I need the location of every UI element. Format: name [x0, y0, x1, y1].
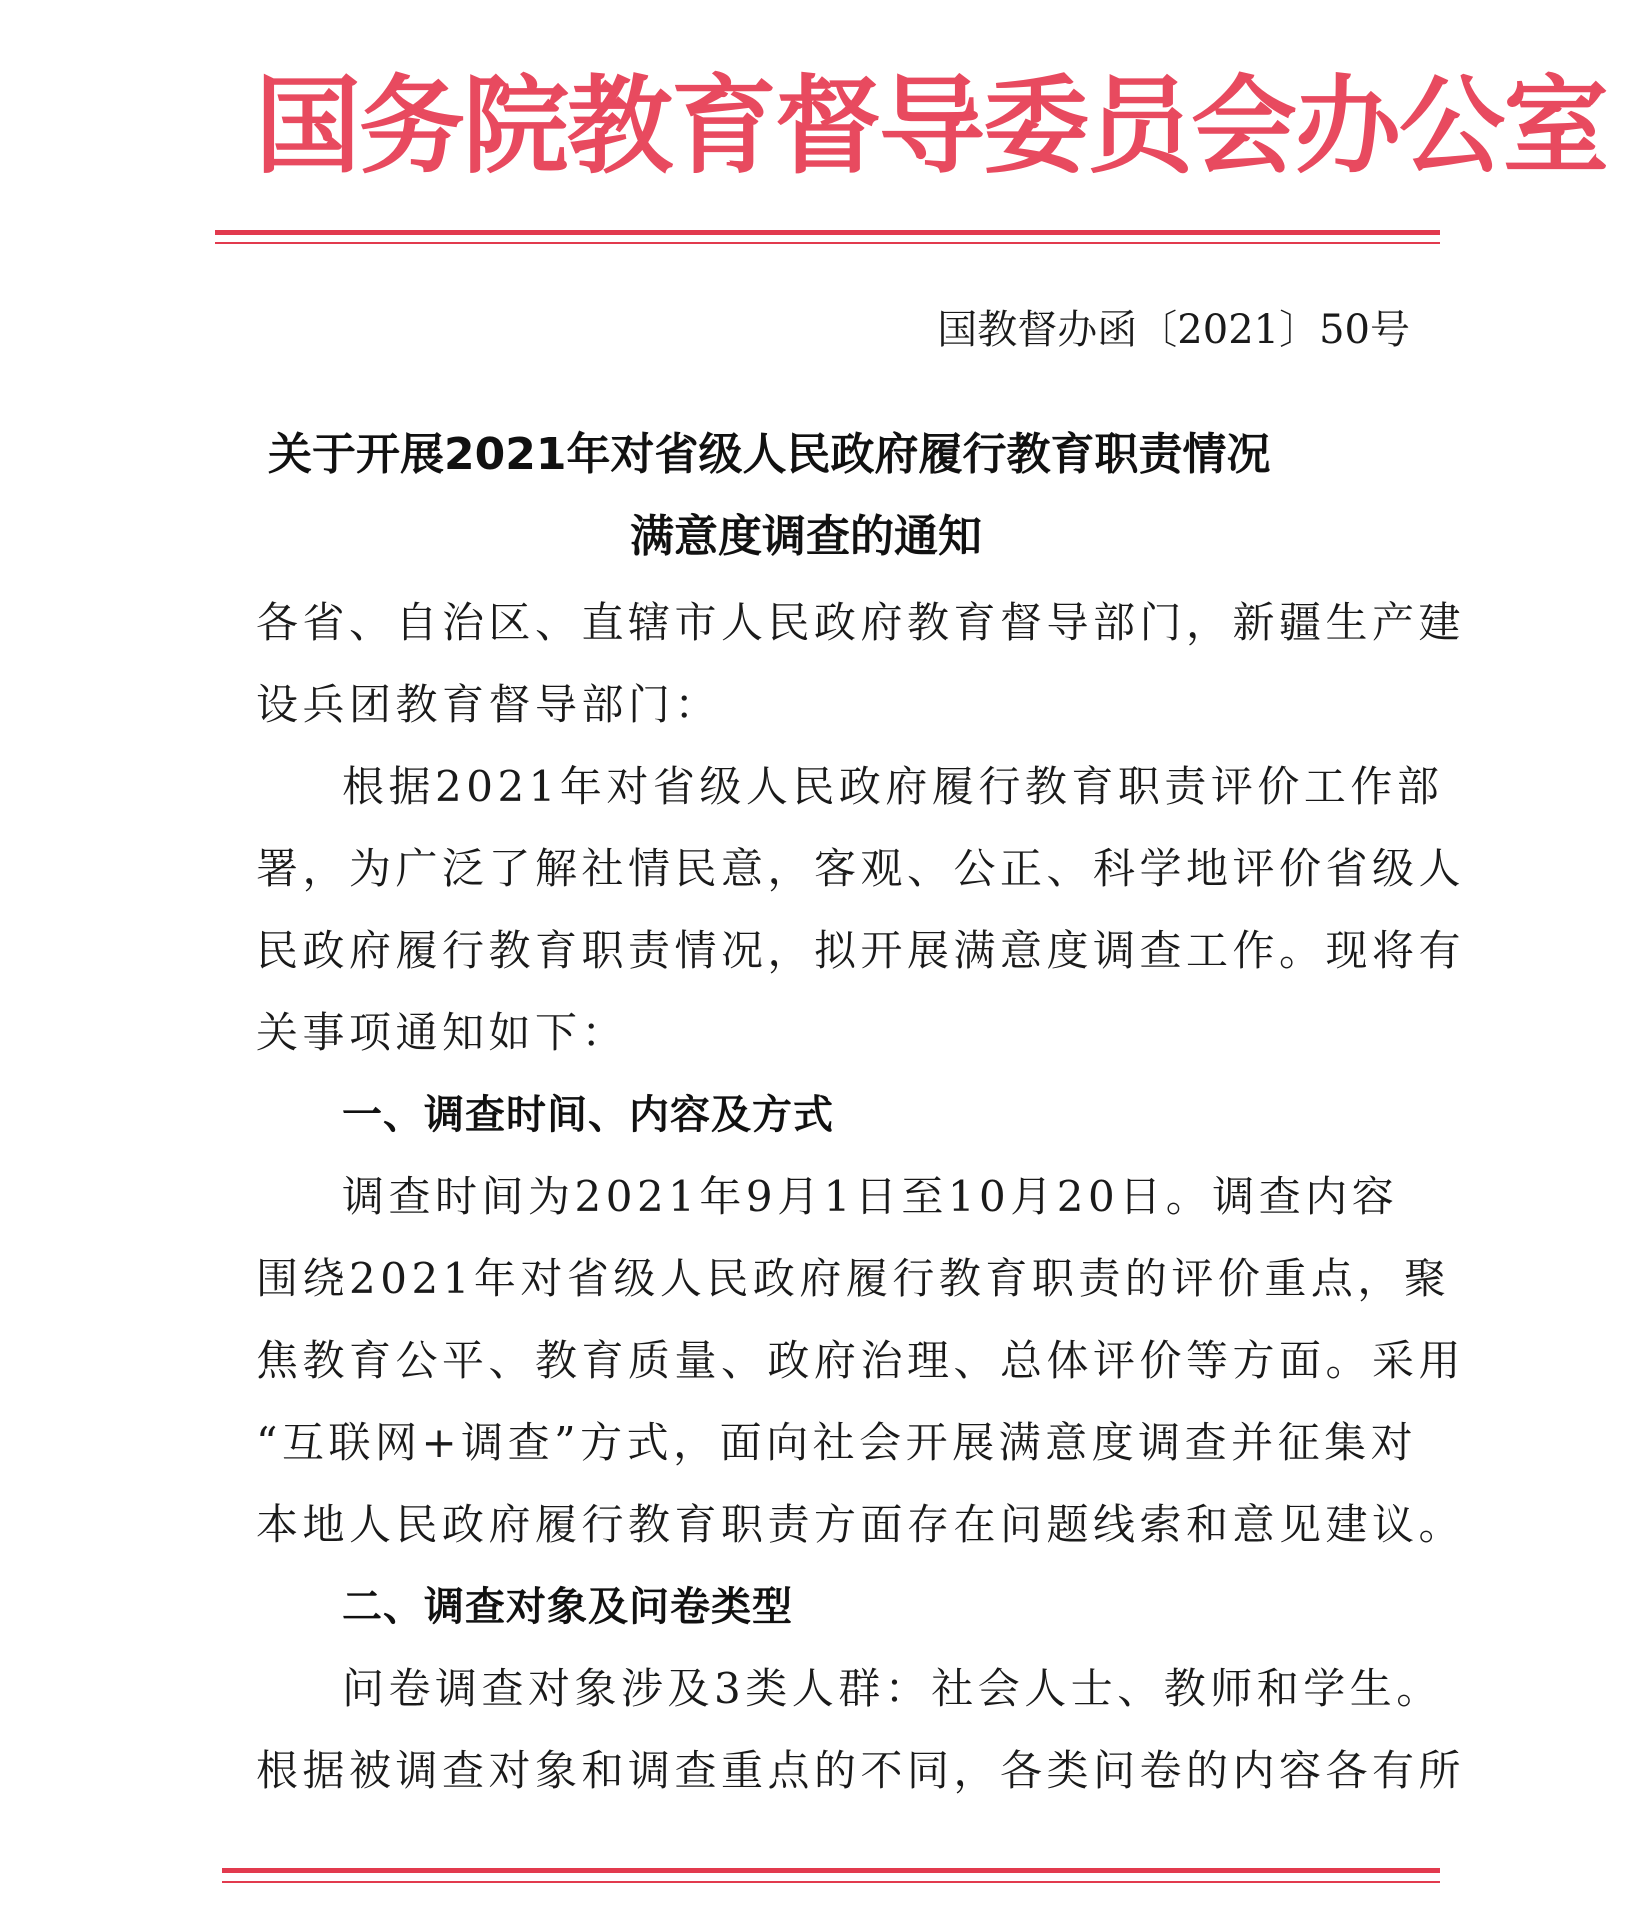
paragraph-2-line-3: 焦教育公平、教育质量、政府治理、总体评价等方面。采用: [256, 1336, 1466, 1385]
paragraph-2-line-2: 围绕2021年对省级人民政府履行教育职责的评价重点，聚: [256, 1254, 1451, 1303]
paragraph-2-line-4: “互联网+调查”方式，面向社会开展满意度调查并征集对: [256, 1418, 1418, 1467]
section-heading-1: 一、调查时间、内容及方式: [342, 1092, 834, 1138]
paragraph-1-line-2: 署，为广泛了解社情民意，客观、公正、科学地评价省级人: [256, 844, 1466, 893]
addressee-line-2: 设兵团教育督导部门：: [256, 680, 722, 729]
paragraph-1-line-4: 关事项通知如下：: [256, 1008, 629, 1057]
addressee-line-1: 各省、自治区、直辖市人民政府教育督导部门，新疆生产建: [256, 598, 1466, 647]
footer-red-rule-thick: [222, 1868, 1440, 1873]
paragraph-2-line-5: 本地人民政府履行教育职责方面存在问题线索和意见建议。: [256, 1500, 1466, 1549]
paragraph-3-line-1: 问卷调查对象涉及3类人群：社会人士、教师和学生。: [342, 1664, 1443, 1713]
document-title-line-1: 关于开展2021年对省级人民政府履行教育职责情况: [268, 429, 1271, 480]
issuing-organization-header: 国务院教育督导委员会办公室: [255, 65, 1607, 188]
document-title-line-2: 满意度调查的通知: [630, 511, 982, 562]
header-red-rule-thick: [215, 230, 1440, 235]
paragraph-1-line-3: 民政府履行教育职责情况，拟开展满意度调查工作。现将有: [256, 926, 1466, 975]
paragraph-1-line-1: 根据2021年对省级人民政府履行教育职责评价工作部: [342, 762, 1444, 811]
document-number: 国教督办函〔2021〕50号: [937, 307, 1410, 353]
footer-red-rule-thin: [222, 1881, 1440, 1883]
paragraph-3-line-2: 根据被调查对象和调查重点的不同，各类问卷的内容各有所: [256, 1746, 1466, 1795]
paragraph-2-line-1: 调查时间为2021年9月1日至10月20日。调查内容: [342, 1172, 1399, 1221]
header-red-rule-thin: [215, 242, 1440, 244]
section-heading-2: 二、调查对象及问卷类型: [342, 1584, 793, 1630]
